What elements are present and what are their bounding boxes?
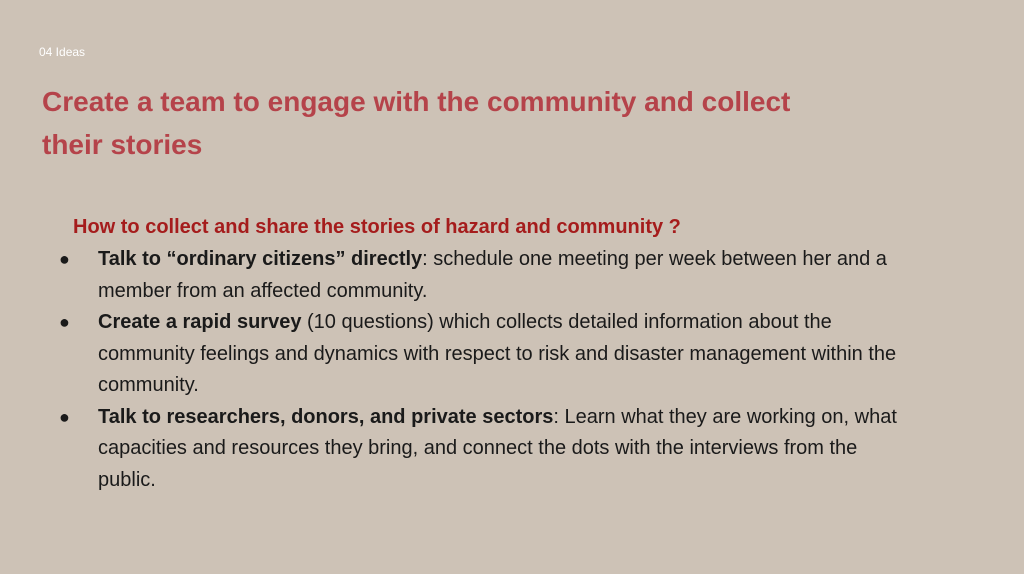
bullet-bold-text: Talk to researchers, donors, and private sectors [98, 405, 554, 428]
bullet-item [58, 244, 918, 307]
bullet-item [58, 402, 918, 497]
section-label: 04 Ideas [39, 45, 86, 59]
slide-title: Create a team to engage with the community and collect their stories [42, 86, 791, 160]
bullet-dot-icon: ● [59, 249, 70, 269]
slide-subtitle: How to collect and share the stories of hazard and community ? [73, 216, 681, 238]
bullet-text: : Learn what they are working on, what capacities and resources they bring, and connect the dots with the interviews from the public. [98, 405, 897, 491]
bullet-bold-text: Talk to “ordinary citizens” directly [98, 248, 423, 270]
bullet-item [58, 307, 918, 402]
bullet-text: : schedule one meeting per week between her and a member from an affected community. [98, 248, 887, 302]
bullet-text: (10 questions) which collects detailed information about the community feelings and dynamics with respect to risk and disaster management within the community. [98, 311, 897, 396]
bullet-list [58, 244, 918, 496]
bullet-bold-text: Create a rapid survey [98, 311, 302, 333]
bullet-dot-icon: ● [59, 406, 70, 427]
bullet-dot-icon: ● [59, 312, 70, 332]
